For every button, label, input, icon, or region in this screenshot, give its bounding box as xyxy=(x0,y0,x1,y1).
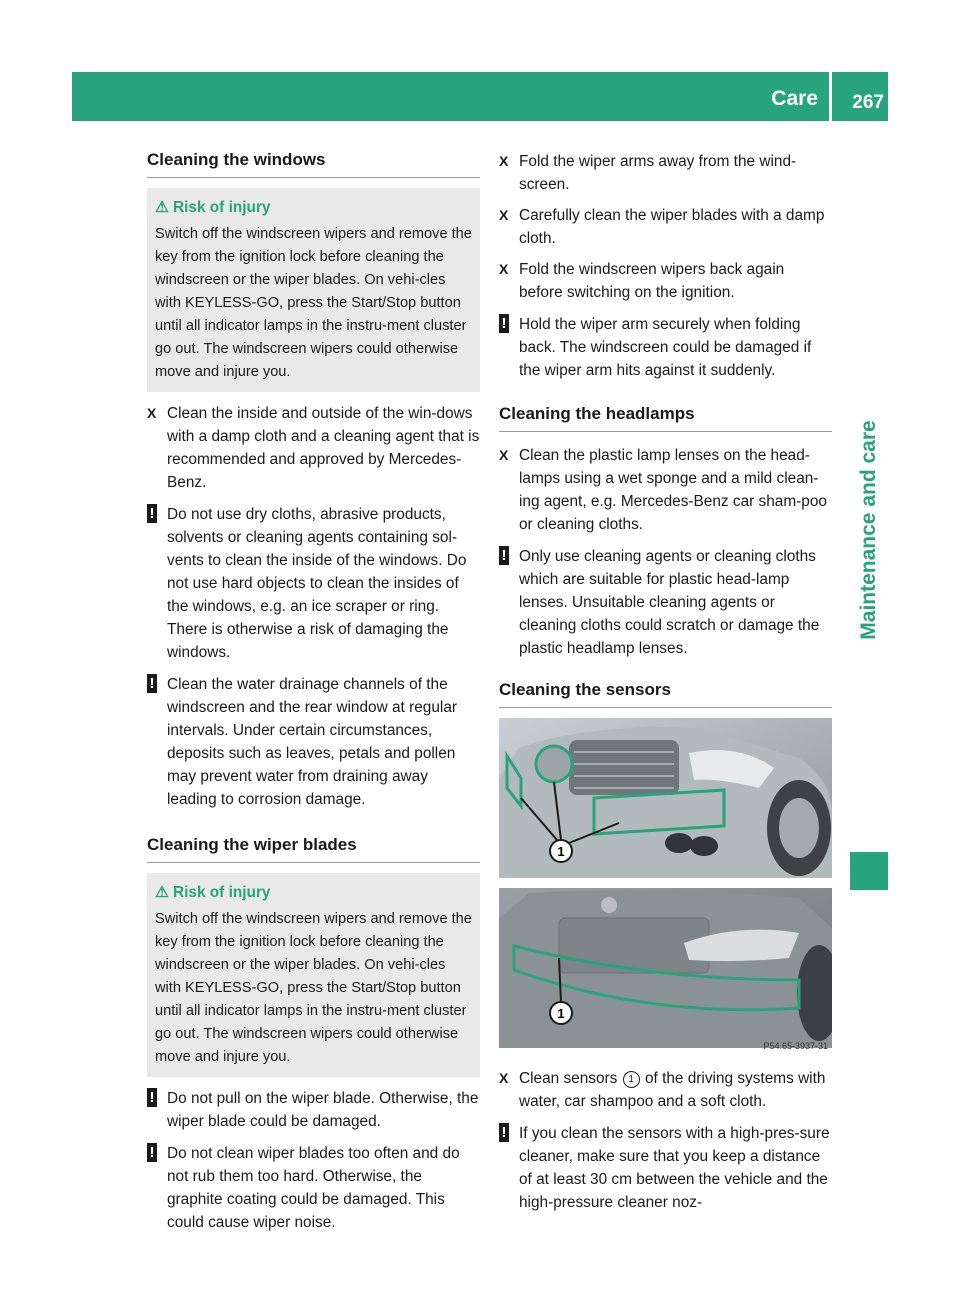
warning-text: Switch off the windscreen wipers and remove the key from the ignition lock before cleaning the windscreen or the wiper blades. On vehi-cles with KEYLESS-GO, press the Start/Stop button until all indicator lamps in the instru-ment cluster go out. The windscreen wipers could otherwise move and injure you. xyxy=(155,226,472,380)
right-column xyxy=(499,150,832,1214)
caution-icon: ! xyxy=(147,504,157,523)
caution-icon: ! xyxy=(147,1143,157,1162)
chapter-tab xyxy=(850,380,888,680)
step-item: X Carefully clean the wiper blades with a damp cloth. xyxy=(499,204,832,250)
chapter-marker xyxy=(850,852,888,890)
note-item: ! Only use cleaning agents or cleaning cloths which are suitable for plastic head-lamp lenses. Unsuitable cleaning agents or cleaning cloths could scratch or damage the plastic headlamp lenses. xyxy=(499,545,832,660)
chapter-tab-label: Maintenance and care xyxy=(857,420,880,640)
note-item: ! Do not clean wiper blades too often and do not rub them too hard. Otherwise, the graphite coating could be damaged. This could cause wiper noise. xyxy=(147,1142,480,1234)
note-item: ! Do not pull on the wiper blade. Otherwise, the wiper blade could be damaged. xyxy=(147,1087,480,1133)
left-column xyxy=(147,150,480,1234)
warning-title: Risk of injury xyxy=(173,884,271,901)
step-arrow-icon: X xyxy=(499,447,509,463)
step-item: X Fold the wiper arms away from the wind-screen. xyxy=(499,150,832,196)
warning-title: Risk of injury xyxy=(173,199,271,216)
warning-text: Switch off the windscreen wipers and remove the key from the ignition lock before cleaning the windscreen or the wiper blades. On vehi-cles with KEYLESS-GO, press the Start/Stop button until all indicator lamps in the instru-ment cluster go out. The windscreen wipers could otherwise move and injure you. xyxy=(155,911,472,1065)
step-item: X Clean the inside and outside of the win-dows with a damp cloth and a cleaning agent that is recommended and approved by Mercedes-Benz. xyxy=(147,402,480,494)
step-item: X Clean sensors 1 of the driving systems with water, car shampoo and a soft cloth. xyxy=(499,1067,832,1113)
section-title: Care xyxy=(771,87,818,110)
caution-icon: ! xyxy=(147,674,157,693)
warning-box xyxy=(147,188,480,392)
note-item: ! Hold the wiper arm securely when folding back. The windscreen could be damaged if the wiper arm hits against it suddenly. xyxy=(499,313,832,382)
heading-cleaning-windows: Cleaning the windows xyxy=(147,150,480,178)
caution-icon: ! xyxy=(499,546,509,565)
step-arrow-icon: X xyxy=(499,207,509,223)
step-item: X Clean the plastic lamp lenses on the head-lamps using a wet sponge and a mild clean-ing agent, e.g. Mercedes-Benz car sham-poo or cleaning cloths. xyxy=(499,444,832,536)
warning-triangle-icon: ⚠ xyxy=(155,199,169,216)
caution-icon: ! xyxy=(147,1088,157,1107)
note-item: ! Clean the water drainage channels of the windscreen and the rear window at regular intervals. Under certain circumstances, deposits such as leaves, petals and pollen may prevent water from draining away leading to corrosion damage. xyxy=(147,673,480,811)
step-arrow-icon: X xyxy=(147,405,157,421)
heading-cleaning-sensors: Cleaning the sensors xyxy=(499,680,832,708)
header-separator xyxy=(829,72,832,121)
step-arrow-icon: X xyxy=(499,261,509,277)
caution-icon: ! xyxy=(499,314,509,333)
step-arrow-icon: X xyxy=(499,1070,509,1086)
heading-cleaning-wiper-blades: Cleaning the wiper blades xyxy=(147,835,480,863)
sensor-location-figure xyxy=(499,718,832,1053)
car-sensors-illustration xyxy=(499,718,832,1048)
header-bar xyxy=(72,72,888,121)
warning-box xyxy=(147,873,480,1077)
heading-cleaning-headlamps: Cleaning the headlamps xyxy=(499,404,832,432)
step-item: X Fold the windscreen wipers back again before switching on the ignition. xyxy=(499,258,832,304)
callout-1-front: 1 xyxy=(557,844,565,859)
warning-triangle-icon: ⚠ xyxy=(155,884,169,901)
note-item: ! If you clean the sensors with a high-pres-sure cleaner, make sure that you keep a distance of at least 30 cm between the vehicle and the high-pressure cleaner noz- xyxy=(499,1122,832,1214)
page-number: 267 xyxy=(852,92,884,113)
callout-1-inline-icon: 1 xyxy=(623,1071,640,1088)
note-item: ! Do not use dry cloths, abrasive products, solvents or cleaning agents containing sol-vents to clean the inside of the windows. Do not use hard objects to clean the insides of the windows, e.g. an ice scraper or ring. There is otherwise a risk of damaging the windows. xyxy=(147,503,480,664)
step-arrow-icon: X xyxy=(499,153,509,169)
caution-icon: ! xyxy=(499,1123,509,1142)
callout-1-rear: 1 xyxy=(557,1006,565,1021)
figure-id: P54.65-3937-31 xyxy=(763,1041,828,1051)
